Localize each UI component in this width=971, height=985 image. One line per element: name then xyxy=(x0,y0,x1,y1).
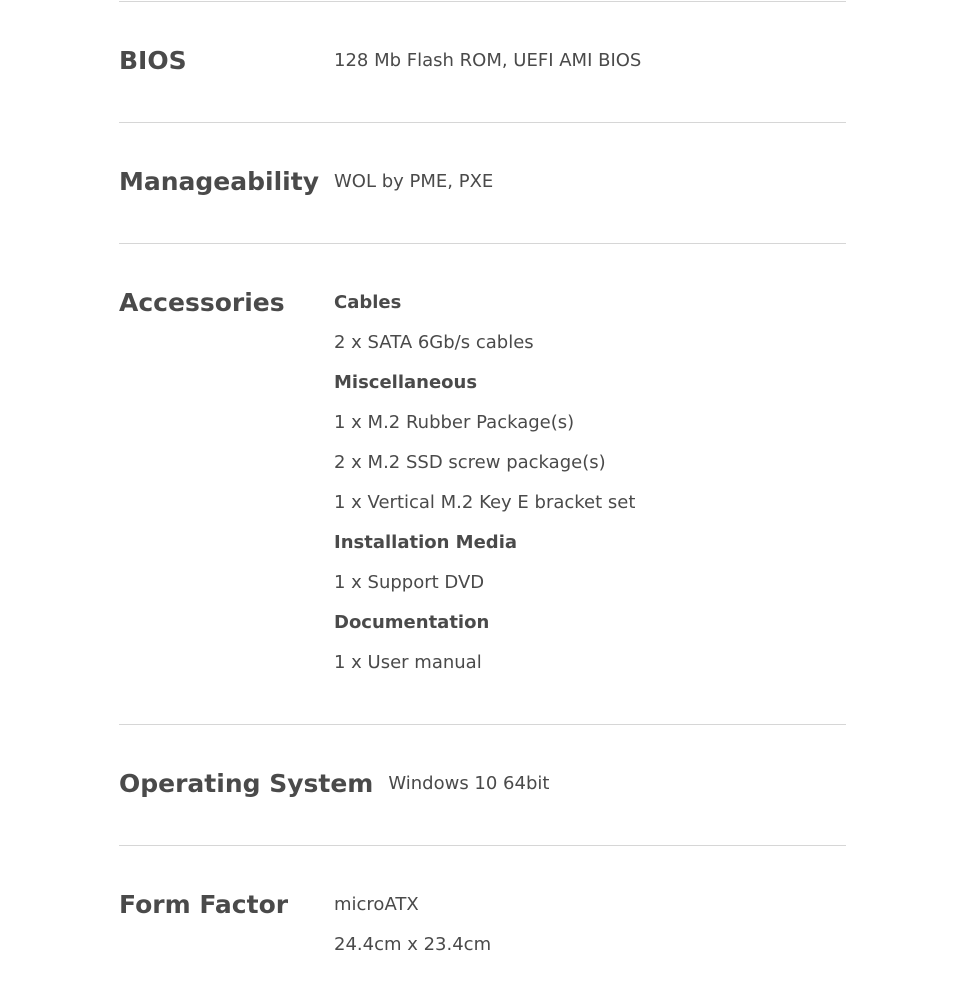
spec-label-form-factor: Form Factor xyxy=(119,890,289,919)
spec-row-bios xyxy=(119,1,846,122)
spec-subheading-documentation: Documentation xyxy=(334,612,490,633)
spec-row-operating-system xyxy=(119,724,846,845)
spec-row-form-factor xyxy=(119,845,846,985)
spec-values-form-factor xyxy=(334,885,846,965)
spec-value: microATX xyxy=(334,894,419,915)
spec-value: 24.4cm x 23.4cm xyxy=(334,934,492,955)
spec-row-accessories xyxy=(119,243,846,724)
spec-label-manageability: Manageability xyxy=(119,167,319,196)
spec-value: 1 x User manual xyxy=(334,652,482,673)
spec-values-manageability xyxy=(334,162,846,202)
spec-label-accessories: Accessories xyxy=(119,288,285,317)
spec-values-operating-system xyxy=(388,764,846,804)
spec-value: 1 x Support DVD xyxy=(334,572,485,593)
spec-row-manageability xyxy=(119,122,846,243)
spec-values-accessories xyxy=(334,283,846,683)
spec-value: 128 Mb Flash ROM, UEFI AMI BIOS xyxy=(334,50,642,71)
spec-table xyxy=(119,1,846,985)
spec-values-bios xyxy=(334,41,846,81)
spec-value: 1 x M.2 Rubber Package(s) xyxy=(334,412,575,433)
spec-value: 2 x SATA 6Gb/s cables xyxy=(334,332,534,353)
spec-value: 2 x M.2 SSD screw package(s) xyxy=(334,452,606,473)
spec-value: Windows 10 64bit xyxy=(388,773,550,794)
spec-value: 1 x Vertical M.2 Key E bracket set xyxy=(334,492,636,513)
spec-value: WOL by PME, PXE xyxy=(334,171,494,192)
spec-subheading-cables: Cables xyxy=(334,292,402,313)
spec-subheading-miscellaneous: Miscellaneous xyxy=(334,372,478,393)
spec-label-bios: BIOS xyxy=(119,46,187,75)
spec-label-operating-system: Operating System xyxy=(119,769,374,798)
spec-subheading-installation-media: Installation Media xyxy=(334,532,518,553)
